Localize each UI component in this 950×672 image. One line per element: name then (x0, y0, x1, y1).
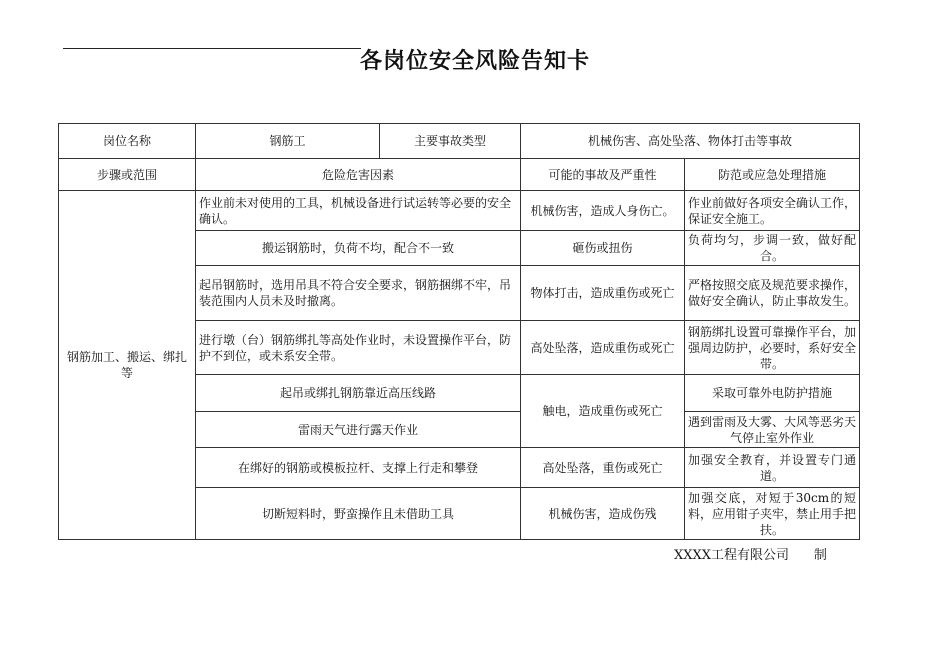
accident-type-label: 主要事故类型 (380, 124, 521, 159)
measures-cell: 负荷均匀，步调一致，做好配合。 (685, 231, 860, 266)
hazard-cell: 起吊钢筋时，选用吊具不符合安全要求，钢筋捆绑不牢，吊装范围内人员未及时撤离。 (196, 266, 521, 321)
consequence-cell: 物体打击，造成重伤或死亡 (521, 266, 685, 321)
col-hazard-header: 危险危害因素 (196, 159, 521, 191)
footer-suffix: 制 (813, 548, 827, 563)
measures-cell: 遇到雷雨及大雾、大风等恶劣天气停止室外作业 (685, 412, 860, 448)
table-row (59, 191, 860, 231)
page-title: 各岗位安全风险告知卡 (359, 49, 590, 74)
measures-cell: 作业前做好各项安全确认工作，保证安全施工。 (685, 191, 860, 231)
hazard-cell: 雷雨天气进行露天作业 (196, 412, 521, 448)
step-scope-cell: 钢筋加工、搬运、绑扎等 (59, 191, 196, 540)
measures-cell: 加强安全教育，并设置专门通道。 (685, 448, 860, 488)
consequence-cell: 高处坠落，重伤或死亡 (521, 448, 685, 488)
footer-company: XXXX工程有限公司 (674, 548, 790, 563)
risk-table (58, 123, 860, 540)
accident-type-value: 机械伤害、高处坠落、物体打击等事故 (521, 124, 860, 159)
header-row (59, 124, 860, 159)
col-step-header: 步骤或范围 (59, 159, 196, 191)
consequence-cell: 触电，造成重伤或死亡 (521, 375, 685, 448)
hazard-cell: 在绑好的钢筋或模板拉杆、支撑上行走和攀登 (196, 448, 521, 488)
hazard-cell: 起吊或绑扎钢筋靠近高压线路 (196, 375, 521, 412)
consequence-cell: 高处坠落，造成重伤或死亡 (521, 321, 685, 375)
footer (674, 544, 827, 563)
hazard-cell: 作业前未对使用的工具，机械设备进行试运转等必要的安全确认。 (196, 191, 521, 231)
measures-cell: 严格按照交底及规范要求操作，做好安全确认，防止事故发生。 (685, 266, 860, 321)
measures-cell: 钢筋绑扎设置可靠操作平台，加强周边防护，必要时，系好安全带。 (685, 321, 860, 375)
hazard-cell: 切断短料时，野蛮操作且未借助工具 (196, 488, 521, 540)
hazard-cell: 进行墩（台）钢筋绑扎等高处作业时，未设置操作平台，防护不到位，或未系安全带。 (196, 321, 521, 375)
consequence-cell: 机械伤害，造成伤残 (521, 488, 685, 540)
col-consequence-header: 可能的事故及严重性 (521, 159, 685, 191)
post-name-label: 岗位名称 (59, 124, 196, 159)
measures-cell: 采取可靠外电防护措施 (685, 375, 860, 412)
col-measures-header: 防范或应急处理措施 (685, 159, 860, 191)
consequence-cell: 机械伤害，造成人身伤亡。 (521, 191, 685, 231)
consequence-cell: 砸伤或扭伤 (521, 231, 685, 266)
column-header-row (59, 159, 860, 191)
post-name-value: 钢筋工 (196, 124, 380, 159)
measures-cell: 加强交底，对短于30cm的短料，应用钳子夹牢，禁止用手把扶。 (685, 488, 860, 540)
hazard-cell: 搬运钢筋时，负荷不均，配合不一致 (196, 231, 521, 266)
